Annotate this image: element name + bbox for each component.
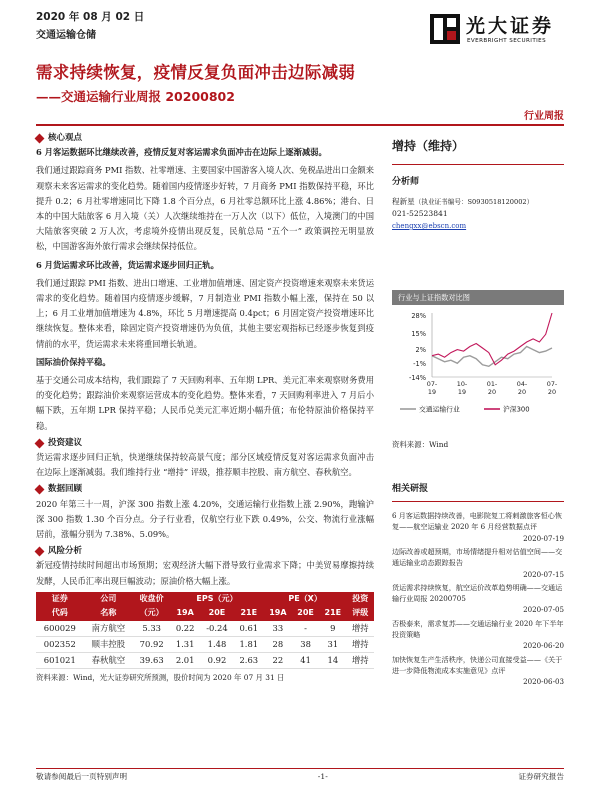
- industry-rating: 增持（维持）: [392, 139, 465, 153]
- report-type: 行业周报: [524, 111, 564, 122]
- table-cell: 600029: [43, 622, 76, 633]
- page-footer: [36, 768, 564, 783]
- table-cell: 增持: [351, 638, 369, 649]
- col-header: 公司: [100, 593, 117, 603]
- x-tick-label: 19: [457, 388, 467, 397]
- related-report-date: 2020-06-03: [523, 677, 564, 687]
- col-header: 评级: [352, 608, 369, 618]
- x-tick-label: 20: [487, 388, 497, 397]
- x-tick-label: 20: [547, 388, 557, 397]
- table-cell: 9: [330, 622, 336, 633]
- col-header: （元）: [139, 608, 164, 618]
- table-cell: 春秋航空: [91, 654, 126, 665]
- table-header-row-2: [36, 606, 374, 620]
- review-heading: 数据回顾: [36, 483, 374, 496]
- related-report-link[interactable]: 6 月客运数据持续改善，电影院复工将刺激旅客恒心恢复——航空运输业 2020 年 6 月经营数据点评: [392, 511, 562, 532]
- y-tick-label: 15%: [411, 330, 426, 339]
- diamond-bullet-icon: [35, 134, 45, 144]
- related-report-link[interactable]: 加快恢复生产生活秩序，快递公司直接受益——《关于进一步降低物流成本实施意见》点评: [392, 654, 563, 675]
- sidebar: [392, 131, 564, 690]
- table-cell: 70.92: [139, 638, 164, 649]
- related-report-date: 2020-07-19: [523, 533, 564, 543]
- core-paragraph-3-body: 基于交通公司成本结构，我们跟踪了 7 天回购利率、五年期 LPR、美元汇率来观察财务费用的变化趋势；跟踪油价来观察运营成本的变化趋势。整体来看，7 天回购利率进入 7 月后小幅下跌，五年期 LPR 保持平稳；人民币兑美元汇率近期小幅升值；布伦特原油价格保持平稳。: [36, 375, 374, 431]
- y-tick-label: 2%: [415, 346, 426, 355]
- table-cell: 0.92: [207, 654, 227, 665]
- risk-heading: 风险分析: [36, 545, 374, 558]
- table-cell: 28: [272, 638, 284, 649]
- core-paragraph-2-lead: 6 月货运需求环比改善，货运需求逐步回归正轨。: [36, 259, 219, 270]
- series-line-0: [432, 347, 552, 367]
- risk-paragraph: 新冠疫情持续时间超出市场预期；宏观经济大幅下滑导致行业需求下降；中美贸易摩擦持续发酵，人民币汇率出现巨幅波动；原油价格大幅上涨。: [36, 560, 374, 586]
- analyst-email-link[interactable]: chengxx@ebscn.com: [392, 222, 467, 231]
- y-tick-label: 28%: [411, 312, 426, 321]
- table-cell: 14: [327, 654, 339, 665]
- advice-paragraph: 货运需求逐步回归正轨，快递继续保持较高景气度；部分区域疫情反复对客运需求负面冲击在边际上逐渐减弱。我们维持行业 “增持” 评级，推荐顺丰控股、南方航空、春秋航空。: [36, 452, 374, 478]
- analyst-info: [392, 196, 564, 232]
- table-header-row-1: [36, 592, 374, 606]
- table-cell: 增持: [351, 654, 369, 665]
- series-line-1: [432, 313, 552, 365]
- table-cell: 41: [300, 654, 311, 665]
- core-paragraph-2-body: 我们通过跟踪 PMI 指数、进出口增速、工业增加值增速、固定资产投资增速来观察未来货运需求的变化趋势。随着国内疫情逐步缓解，7 月制造业 PMI 指数小幅上涨，保持在 50 以上；6 月工业增加值增速为 4.8%，环比 5 月增速提高 0.4pct；6 月固定资产投资增速环比继续恢复。整体来看，除固定资产投资增速仍为负值，其他主要宏观指标已经逐步恢复到疫情前的水平，货运需求未来将重回增长轨道。: [36, 277, 374, 349]
- x-tick-label: 04-: [516, 380, 528, 389]
- y-tick-label: -14%: [408, 374, 426, 383]
- advice-heading: 投资建议: [36, 437, 374, 450]
- col-header: 名称: [100, 608, 117, 618]
- logo-text-en: EVERBRIGHT SECURITIES: [467, 38, 547, 44]
- related-divider: [392, 501, 564, 503]
- table-cell: -0.24: [206, 622, 228, 633]
- related-report-link[interactable]: 边际改善或超预期，市场情绪提升相对估值空间——交通运输业动态跟踪报告: [392, 546, 563, 568]
- analyst-heading: 分析师: [392, 177, 420, 188]
- review-paragraph: 2020 年第三十一周，沪深 300 指数上涨 4.20%，交通运输行业指数上涨 2.90%，跑输沪深 300 指数 1.30 个百分点。分子行业看，仅航空行业下跌 0.49%，公交、物流行业涨幅居前，涨幅分别为 7.38%、5.09%。: [36, 498, 374, 539]
- table-cell: 002352: [43, 638, 76, 649]
- table-cell: 22: [272, 654, 284, 665]
- footer-label: 证券研究报告: [518, 772, 564, 781]
- related-report-date: 2020-07-15: [523, 569, 564, 579]
- index-comparison-chart: [392, 305, 564, 437]
- chart-title: 行业与上证指数对比图: [392, 290, 564, 305]
- table-cell: 0.22: [175, 622, 195, 633]
- table-cell: 1.48: [207, 638, 227, 649]
- table-cell: 1.31: [175, 638, 195, 649]
- col-header: 证券: [51, 593, 68, 603]
- table-cell: 1.81: [239, 638, 259, 649]
- col-header: EPS（元）: [196, 593, 238, 603]
- core-view-heading: 核心观点: [36, 132, 374, 145]
- main-column: [36, 131, 374, 683]
- company-logo: [430, 12, 565, 48]
- y-tick-label: -1%: [413, 360, 426, 369]
- col-header: 19A: [176, 608, 194, 618]
- table-cell: 33: [272, 622, 284, 633]
- industry-category: 交通运输仓储: [36, 30, 96, 41]
- diamond-bullet-icon: [35, 485, 45, 495]
- x-tick-label: 10-: [456, 380, 468, 389]
- report-subtitle: ——交通运输行业周报 20200802: [36, 89, 235, 104]
- col-header: 代码: [51, 608, 68, 618]
- col-header: 21E: [240, 608, 258, 618]
- table-cell: 2.63: [239, 654, 259, 665]
- analyst-name-line: [392, 196, 564, 208]
- col-header: 投资: [352, 593, 369, 603]
- sidebar-divider: [392, 164, 564, 166]
- x-tick-label: 01-: [486, 380, 498, 389]
- table-source-note: 资料来源：Wind，光大证券研究所预测，股价时间为 2020 年 07 月 31 日: [36, 672, 285, 682]
- diamond-bullet-icon: [35, 547, 45, 557]
- table-cell: 2.01: [175, 654, 195, 665]
- table-cell: 5.33: [142, 622, 161, 633]
- report-title: 需求持续恢复，疫情反复负面冲击边际减弱: [36, 63, 356, 82]
- related-report-link[interactable]: 否极泰来，需求复苏——交通运输行业 2020 年下半年投资策略: [392, 618, 564, 640]
- table-cell: 0.61: [239, 622, 259, 633]
- stock-forecast-table: [36, 592, 374, 669]
- table-cell: 南方航空: [91, 622, 126, 633]
- table-row: [36, 636, 374, 652]
- legend-label: 沪深300: [503, 405, 530, 414]
- col-header: 20E: [208, 608, 226, 618]
- core-paragraph-1: 6 月客运数据环比继续改善，疫情反复对客运需求负面冲击在边际上逐渐减弱。: [36, 147, 327, 158]
- legend-label: 交通运输行业: [419, 405, 460, 414]
- report-date: 2020 年 08 月 02 日: [36, 11, 145, 23]
- col-header: 20E: [297, 608, 314, 618]
- x-tick-label: 19: [427, 388, 437, 397]
- table-cell: 38: [300, 638, 311, 649]
- related-report-date: 2020-07-05: [523, 605, 564, 615]
- related-report-link[interactable]: 货运需求持续恢复，航空运价改革趋势明确——交通运输行业周报 20200705: [392, 582, 563, 604]
- related-reports-heading: 相关研报: [392, 483, 429, 494]
- logo-text-cn: 光大证券: [466, 15, 555, 37]
- table-row: [36, 621, 374, 637]
- diamond-bullet-icon: [35, 438, 45, 448]
- related-report-date: 2020-06-20: [523, 641, 564, 651]
- x-tick-label: 07-: [546, 380, 558, 389]
- x-tick-label: 20: [517, 388, 527, 397]
- core-paragraph-3-lead: 国际油价保持平稳。: [36, 356, 111, 367]
- table-cell: 增持: [351, 622, 369, 633]
- table-cell: 601021: [43, 654, 76, 665]
- page-number: -1-: [317, 772, 328, 781]
- table-cell: 39.63: [139, 654, 164, 665]
- table-cell: -: [304, 622, 308, 633]
- analyst-cert: （执业证书编号：S0930518120002）: [414, 198, 534, 207]
- chart-source: 资料来源：Wind: [392, 440, 449, 450]
- col-header: 19A: [269, 608, 287, 618]
- analyst-phone: 021-52523841: [392, 209, 448, 219]
- core-paragraph-1-body: 我们通过跟踪商务 PMI 指数、社零增速、主要国家中国游客入境人次、免税品进出口金额来观察未来客运需求的变化趋势。随着国内疫情逐步好转，7 月商务 PMI 指数保持平稳，环比提升 0.2；6 月社零增速同比下降 1.8 个百分点，6 月社零总额环比上涨 4.86%；港台、日本的中国大陆旅客 6 月入境（关）人次继续维持在一万人次（以下）低位，入境澳门的中国大陆旅客突破 2 万人次，考虑境外疫情出现反复，民航总局 “五个一” 政策调控无明显放松，中国游客海外旅行需求会继续保持低位。: [36, 165, 374, 252]
- table-cell: 顺丰控股: [91, 638, 126, 649]
- footer-disclaimer: 敬请参阅最后一页特别声明: [36, 772, 128, 781]
- col-header: 21E: [324, 608, 342, 618]
- analyst-name: 程新星: [392, 197, 415, 207]
- related-reports-list: [392, 510, 564, 687]
- table-cell: 31: [327, 638, 339, 649]
- everbright-logo-icon: [430, 14, 460, 44]
- col-header: 收盘价: [139, 593, 164, 603]
- chart-svg: [392, 305, 564, 437]
- col-header: PE（X）: [288, 593, 322, 603]
- header-divider: [36, 124, 564, 126]
- table-row: [36, 652, 374, 668]
- x-tick-label: 07-: [426, 380, 438, 389]
